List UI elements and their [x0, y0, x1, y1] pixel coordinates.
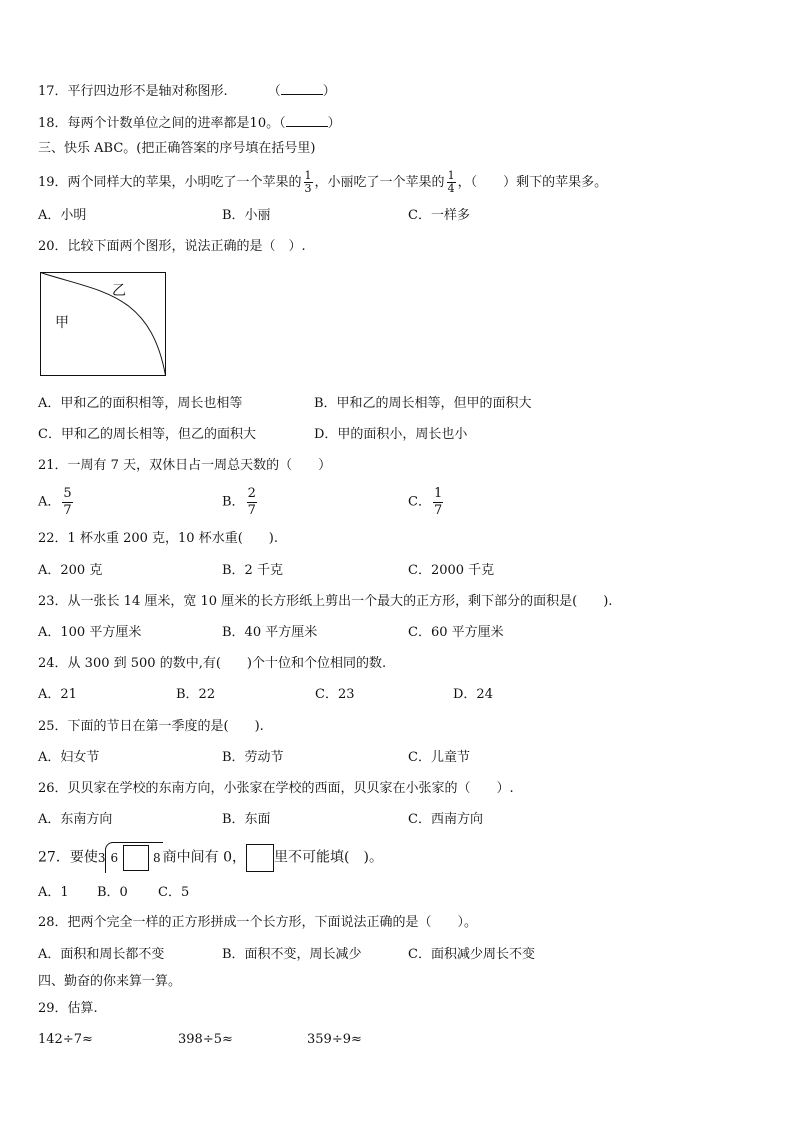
- question-19: 19．两个同样大的苹果，小明吃了一个苹果的 $\frac{1}{3}$ ，小丽吃了一个苹果的 $\frac{1}{4}$ ，（ ）剩下的苹果多。: [38, 169, 608, 195]
- option-b[interactable]: B．甲和乙的周长相等，但甲的面积大: [314, 396, 532, 411]
- question-27: 27．要使 3 6 8 商中间有 0， 里不可能填( )。: [38, 842, 383, 873]
- option-c[interactable]: C．5: [158, 885, 190, 900]
- answer-blank[interactable]: [281, 82, 323, 95]
- question-17: 17．平行四边形不是轴对称图形. （ ）: [38, 84, 336, 99]
- option-a[interactable]: A．东南方向: [38, 812, 113, 827]
- option-d[interactable]: D．24: [453, 687, 493, 702]
- option-c[interactable]: C．儿童节: [408, 750, 470, 765]
- option-c[interactable]: C．甲和乙的周长相等，但乙的面积大: [38, 427, 256, 442]
- question-22: 22．1 杯水重 200 克，10 杯水重( ).: [38, 531, 278, 546]
- option-b[interactable]: B．2 千克: [222, 563, 283, 578]
- question-24: 24．从 300 到 500 的数中,有( )个十位和个位相同的数.: [38, 656, 387, 671]
- fraction: $\frac{1}{3}$: [304, 169, 312, 195]
- option-a[interactable]: A．甲和乙的面积相等，周长也相等: [38, 396, 243, 411]
- option-a[interactable]: A．妇女节: [38, 750, 100, 765]
- section-heading: 四、勤奋的你来算一算。: [38, 974, 182, 989]
- option-b[interactable]: B．面积不变，周长减少: [222, 947, 362, 962]
- fraction: $\frac{1}{4}$: [447, 169, 455, 195]
- question-23: 23．从一张长 14 厘米，宽 10 厘米的长方形纸上剪出一个最大的正方形，剩下部分的面积是( ).: [38, 594, 613, 609]
- option-b[interactable]: B．劳动节: [222, 750, 284, 765]
- label-yi: 乙: [112, 283, 126, 299]
- question-21: 21．一周有 7 天，双休日占一周总天数的（ ）: [38, 458, 332, 473]
- option-a[interactable]: A．1: [38, 885, 69, 900]
- option-c[interactable]: C．一样多: [408, 208, 470, 223]
- digit-box[interactable]: [246, 844, 274, 872]
- digit-box[interactable]: [123, 845, 149, 871]
- question-20: 20．比较下面两个图形，说法正确的是（ ）.: [38, 239, 306, 254]
- fraction: $\frac{1}{7}$: [433, 486, 443, 518]
- question-25: 25．下面的节日在第一季度的是( ).: [38, 719, 264, 734]
- option-c[interactable]: C．2000 千克: [408, 563, 495, 578]
- option-b[interactable]: B．0: [97, 885, 128, 900]
- option-d[interactable]: D．甲的面积小，周长也小: [314, 427, 468, 442]
- option-a[interactable]: A．200 克: [38, 563, 103, 578]
- option-b[interactable]: B．小丽: [222, 208, 271, 223]
- fraction: $\frac{5}{7}$: [63, 486, 72, 518]
- option-b[interactable]: B．40 平方厘米: [222, 625, 318, 640]
- question-18: 18．每两个计数单位之间的进率都是10。（ ）: [38, 116, 341, 131]
- option-c[interactable]: C．60 平方厘米: [408, 625, 504, 640]
- option-b[interactable]: B．22: [176, 687, 216, 702]
- shape-figure: [40, 272, 166, 376]
- option-a[interactable]: A．小明: [38, 208, 87, 223]
- option-a[interactable]: A． $\frac{5}{7}$: [38, 486, 72, 518]
- option-a[interactable]: A．21: [38, 687, 77, 702]
- answer-blank[interactable]: [286, 114, 328, 127]
- estimate-item: 359÷9≈: [307, 1032, 362, 1047]
- option-b[interactable]: B． $\frac{2}{7}$: [222, 486, 256, 518]
- label-jia: 甲: [55, 315, 69, 331]
- fraction: $\frac{2}{7}$: [247, 486, 256, 518]
- option-c[interactable]: C． $\frac{1}{7}$: [408, 486, 443, 518]
- option-a[interactable]: A．面积和周长都不变: [38, 947, 165, 962]
- option-a[interactable]: A．100 平方厘米: [38, 625, 142, 640]
- question-29: 29．估算.: [38, 1001, 98, 1016]
- estimate-item: 142÷7≈: [38, 1032, 93, 1047]
- estimate-item: 398÷5≈: [178, 1032, 233, 1047]
- option-b[interactable]: B．东面: [222, 812, 271, 827]
- option-c[interactable]: C．23: [315, 687, 355, 702]
- long-division: 3 6 8: [98, 842, 163, 873]
- option-c[interactable]: C．西南方向: [408, 812, 483, 827]
- question-26: 26．贝贝家在学校的东南方向，小张家在学校的西面，贝贝家在小张家的（ ）.: [38, 781, 514, 796]
- section-heading: 三、快乐 ABC。(把正确答案的序号填在括号里): [38, 141, 316, 156]
- question-28: 28．把两个完全一样的正方形拼成一个长方形，下面说法正确的是（ ）。: [38, 915, 478, 930]
- option-c[interactable]: C．面积减少周长不变: [408, 947, 535, 962]
